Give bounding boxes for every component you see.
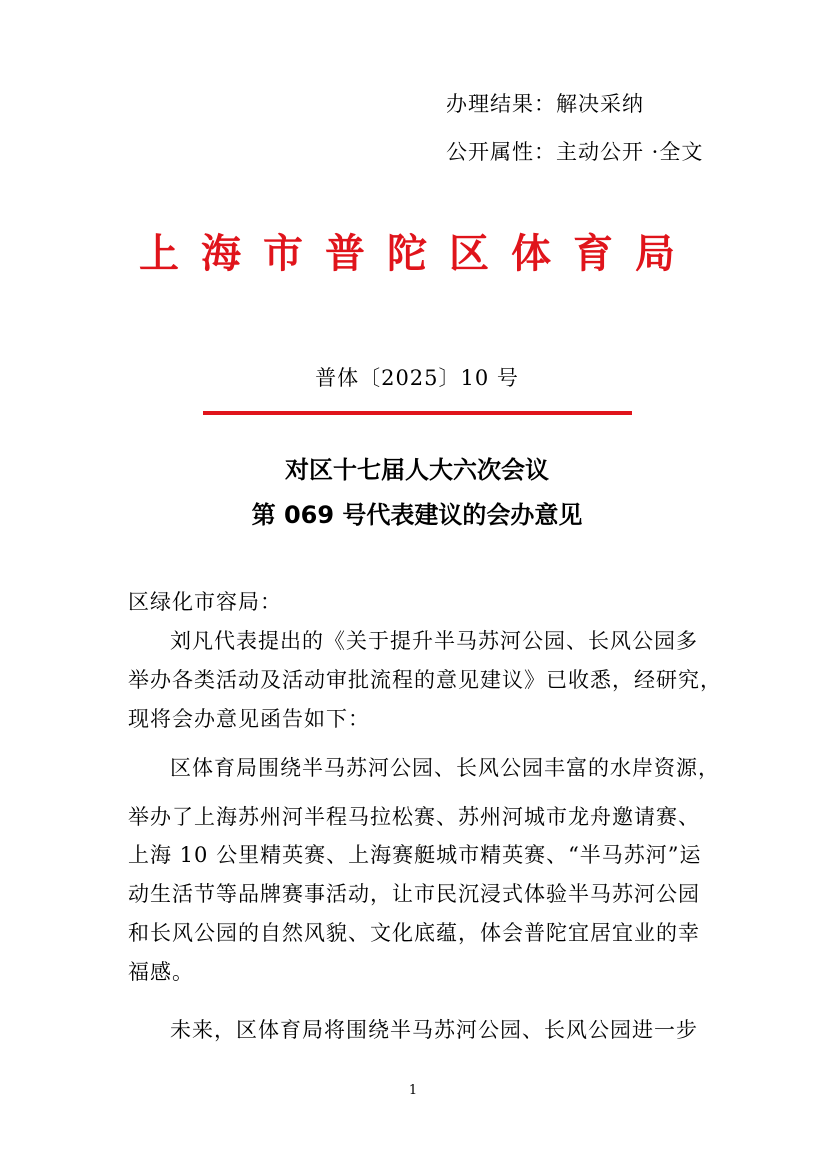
page-number: 1: [408, 1083, 418, 1098]
organization-header: 上海市普陀区体育局: [139, 230, 697, 277]
body-line: 举办各类活动及活动审批流程的意见建议》已收悉，经研究，: [128, 668, 722, 692]
body-line: 动生活节等品牌赛事活动，让市民沉浸式体验半马苏河公园: [128, 882, 700, 906]
salutation: 区绿化市容局：: [128, 590, 282, 614]
red-divider-line: [203, 411, 632, 415]
body-line: 举办了上海苏州河半程马拉松赛、苏州河城市龙舟邀请赛、: [128, 805, 700, 829]
disclosure-attribute: 公开属性：主动公开 ·全文: [446, 140, 704, 164]
document-title-line-1: 对区十七届人大六次会议: [285, 456, 549, 484]
body-line: 上海 10 公里精英赛、上海赛艇城市精英赛、“半马苏河”运: [128, 843, 702, 867]
body-line: 现将会办意见函告如下：: [128, 707, 370, 731]
document-title-line-2: 第 069 号代表建议的会办意见: [251, 501, 583, 529]
body-line: 区体育局围绕半马苏河公园、长风公园丰富的水岸资源，: [170, 756, 720, 780]
body-line: 福感。: [128, 960, 194, 984]
handling-result: 办理结果：解决采纳: [446, 92, 644, 116]
document-number: 普体〔2025〕10 号: [315, 366, 519, 390]
body-line: 和长风公园的自然风貌、文化底蕴，体会普陀宜居宜业的幸: [128, 921, 700, 945]
body-line: 未来，区体育局将围绕半马苏河公园、长风公园进一步: [170, 1018, 698, 1042]
body-line: 刘凡代表提出的《关于提升半马苏河公园、长风公园多: [170, 629, 698, 653]
